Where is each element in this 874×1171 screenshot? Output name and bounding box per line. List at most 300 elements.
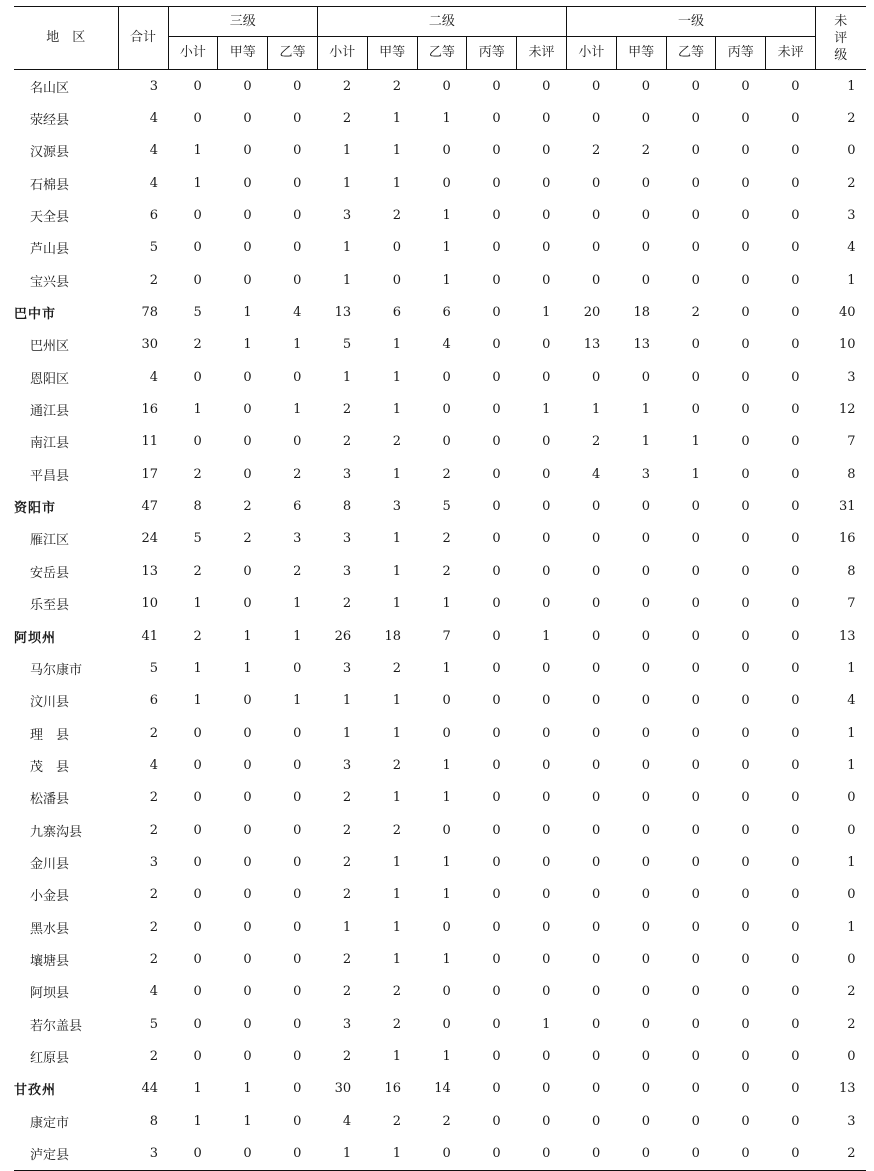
value-cell: 0	[741, 919, 750, 935]
value-cell: 0	[193, 78, 202, 94]
value-cell: 0	[193, 272, 202, 288]
value-cell: 1	[392, 402, 401, 418]
header-sub2-unrated: 未评	[517, 37, 567, 70]
value-cell: 0	[741, 272, 750, 288]
table-row	[14, 70, 866, 103]
value-cell: 1	[442, 596, 451, 612]
value-cell: 1	[442, 208, 451, 224]
value-cell: 2	[293, 466, 302, 482]
value-cell: 0	[442, 984, 451, 1000]
value-cell: 1	[392, 1146, 401, 1162]
value-cell: 13	[633, 337, 651, 353]
value-cell: 1	[442, 951, 451, 967]
value-cell: 1	[442, 757, 451, 773]
value-cell: 3	[641, 466, 651, 482]
table-row	[14, 846, 866, 878]
value-cell: 0	[542, 78, 551, 94]
value-cell: 2	[392, 822, 401, 838]
value-cell: 2	[442, 563, 451, 579]
value-cell: 0	[542, 369, 551, 385]
value-cell: 0	[691, 725, 700, 741]
unrated-cell: 3	[847, 369, 856, 385]
value-cell: 1	[392, 790, 401, 806]
value-cell: 1	[243, 628, 252, 644]
value-cell: 5	[193, 531, 202, 547]
header-sub2-grade-a: 甲等	[367, 37, 417, 70]
value-cell: 0	[791, 693, 800, 709]
value-cell: 1	[193, 1113, 202, 1129]
table-row	[14, 976, 866, 1008]
value-cell: 0	[193, 919, 202, 935]
value-cell: 0	[542, 1081, 551, 1097]
value-cell: 3	[342, 531, 352, 547]
value-cell: 0	[791, 887, 800, 903]
header-total: 合计	[118, 7, 168, 70]
value-cell: 2	[392, 984, 401, 1000]
region-name: 名山区	[30, 80, 70, 96]
value-cell: 0	[691, 531, 700, 547]
value-cell: 8	[342, 499, 352, 515]
value-cell: 1	[193, 660, 202, 676]
total-cell: 6	[149, 693, 158, 709]
unrated-cell: 13	[838, 1081, 856, 1097]
total-cell: 10	[141, 596, 158, 612]
value-cell: 0	[641, 725, 651, 741]
value-cell: 0	[492, 596, 501, 612]
value-cell: 2	[193, 337, 202, 353]
value-cell: 0	[791, 175, 800, 191]
region-name: 松潘县	[30, 792, 70, 808]
table-row	[14, 555, 866, 587]
value-cell: 2	[342, 596, 352, 612]
value-cell: 0	[193, 854, 202, 870]
header-region: 地 区	[14, 7, 118, 70]
value-cell: 0	[591, 208, 601, 224]
value-cell: 0	[691, 402, 700, 418]
region-name: 巴州区	[30, 339, 70, 355]
value-cell: 0	[392, 240, 401, 256]
value-cell: 0	[293, 175, 302, 191]
value-cell: 0	[243, 693, 252, 709]
value-cell: 0	[591, 563, 601, 579]
total-cell: 24	[141, 531, 158, 547]
value-cell: 0	[492, 660, 501, 676]
unrated-cell: 2	[847, 1146, 856, 1162]
unrated-cell: 7	[847, 596, 856, 612]
region-name: 天全县	[30, 210, 70, 226]
value-cell: 2	[392, 1113, 401, 1129]
total-cell: 6	[149, 208, 158, 224]
value-cell: 0	[591, 369, 601, 385]
value-cell: 2	[392, 434, 401, 450]
header-level1: 一级	[566, 7, 815, 37]
table-row	[14, 1137, 866, 1170]
total-cell: 2	[149, 951, 158, 967]
value-cell: 0	[293, 1048, 302, 1064]
value-cell: 0	[741, 1081, 750, 1097]
value-cell: 0	[641, 272, 651, 288]
table-row	[14, 814, 866, 846]
total-cell: 16	[141, 402, 158, 418]
value-cell: 0	[243, 402, 252, 418]
value-cell: 0	[243, 143, 252, 159]
unrated-cell: 0	[847, 143, 856, 159]
value-cell: 1	[342, 919, 352, 935]
value-cell: 0	[442, 143, 451, 159]
unrated-cell: 3	[847, 208, 856, 224]
value-cell: 2	[342, 1048, 352, 1064]
value-cell: 0	[293, 143, 302, 159]
value-cell: 1	[442, 887, 451, 903]
value-cell: 1	[542, 628, 551, 644]
value-cell: 0	[492, 466, 501, 482]
value-cell: 0	[591, 1113, 601, 1129]
header-sub1-unrated: 未评	[766, 37, 816, 70]
value-cell: 0	[791, 951, 800, 967]
value-cell: 0	[641, 596, 651, 612]
value-cell: 0	[542, 175, 551, 191]
value-cell: 0	[741, 887, 750, 903]
region-name: 荥经县	[30, 113, 70, 129]
hospital-level-table	[14, 6, 866, 1171]
table-row	[14, 426, 866, 458]
table-row	[14, 393, 866, 425]
value-cell: 0	[691, 628, 700, 644]
value-cell: 0	[442, 78, 451, 94]
value-cell: 0	[641, 111, 651, 127]
value-cell: 1	[392, 1048, 401, 1064]
value-cell: 0	[741, 951, 750, 967]
value-cell: 2	[342, 78, 352, 94]
value-cell: 0	[243, 725, 252, 741]
region-name: 乐至县	[30, 598, 70, 614]
value-cell: 5	[193, 305, 202, 321]
value-cell: 0	[193, 111, 202, 127]
region-name: 阿坝州	[14, 630, 57, 646]
value-cell: 0	[741, 660, 750, 676]
value-cell: 1	[392, 143, 401, 159]
value-cell: 0	[492, 272, 501, 288]
value-cell: 0	[492, 499, 501, 515]
value-cell: 1	[392, 563, 401, 579]
value-cell: 0	[293, 111, 302, 127]
value-cell: 0	[691, 854, 700, 870]
total-cell: 78	[141, 305, 158, 321]
value-cell: 0	[243, 951, 252, 967]
unrated-cell: 1	[847, 854, 856, 870]
region-name: 壤塘县	[30, 953, 70, 969]
table-row	[14, 1040, 866, 1072]
value-cell: 1	[691, 434, 700, 450]
value-cell: 0	[641, 951, 651, 967]
value-cell: 0	[492, 725, 501, 741]
value-cell: 0	[591, 951, 601, 967]
value-cell: 0	[641, 531, 651, 547]
value-cell: 0	[741, 1016, 750, 1032]
unrated-cell: 1	[847, 272, 856, 288]
value-cell: 0	[542, 951, 551, 967]
region-name: 茂 县	[30, 759, 70, 775]
value-cell: 0	[591, 693, 601, 709]
value-cell: 0	[492, 984, 501, 1000]
value-cell: 1	[392, 531, 401, 547]
table-row-city	[14, 490, 866, 522]
value-cell: 0	[243, 434, 252, 450]
unrated-cell: 40	[838, 305, 856, 321]
value-cell: 0	[193, 1146, 202, 1162]
value-cell: 4	[293, 305, 302, 321]
region-name: 平昌县	[30, 468, 70, 484]
value-cell: 2	[342, 984, 352, 1000]
unrated-cell: 8	[847, 563, 856, 579]
table-row	[14, 264, 866, 296]
value-cell: 0	[591, 1081, 601, 1097]
value-cell: 1	[293, 402, 302, 418]
value-cell: 0	[591, 1048, 601, 1064]
value-cell: 0	[492, 822, 501, 838]
header-level3: 三级	[168, 7, 317, 37]
value-cell: 1	[641, 434, 651, 450]
total-cell: 2	[149, 725, 158, 741]
region-name: 雁江区	[30, 533, 70, 549]
table-row-city	[14, 620, 866, 652]
value-cell: 0	[641, 628, 651, 644]
value-cell: 0	[691, 660, 700, 676]
value-cell: 0	[641, 887, 651, 903]
value-cell: 0	[442, 402, 451, 418]
value-cell: 0	[243, 596, 252, 612]
value-cell: 1	[243, 1081, 252, 1097]
value-cell: 1	[392, 854, 401, 870]
value-cell: 1	[342, 272, 352, 288]
unrated-cell: 13	[838, 628, 856, 644]
table-row	[14, 782, 866, 814]
value-cell: 2	[691, 305, 700, 321]
table-row-city	[14, 296, 866, 328]
region-name: 通江县	[30, 404, 70, 420]
table-header	[14, 7, 866, 70]
value-cell: 0	[741, 78, 750, 94]
value-cell: 0	[492, 337, 501, 353]
table-row	[14, 102, 866, 134]
value-cell: 0	[741, 111, 750, 127]
total-cell: 4	[149, 111, 158, 127]
value-cell: 0	[193, 1016, 202, 1032]
value-cell: 0	[243, 790, 252, 806]
region-name: 安岳县	[30, 565, 70, 581]
value-cell: 0	[492, 790, 501, 806]
value-cell: 0	[293, 757, 302, 773]
value-cell: 0	[791, 660, 800, 676]
value-cell: 0	[791, 78, 800, 94]
unrated-cell: 2	[847, 984, 856, 1000]
value-cell: 2	[392, 1016, 401, 1032]
total-cell: 8	[149, 1113, 158, 1129]
value-cell: 0	[791, 628, 800, 644]
table-row	[14, 361, 866, 393]
value-cell: 2	[342, 887, 352, 903]
table-row	[14, 717, 866, 749]
value-cell: 0	[641, 175, 651, 191]
value-cell: 0	[691, 757, 700, 773]
value-cell: 1	[193, 693, 202, 709]
value-cell: 0	[741, 1113, 750, 1129]
value-cell: 26	[334, 628, 352, 644]
value-cell: 0	[691, 337, 700, 353]
value-cell: 2	[442, 531, 451, 547]
value-cell: 0	[542, 499, 551, 515]
value-cell: 0	[741, 305, 750, 321]
value-cell: 0	[193, 434, 202, 450]
total-cell: 47	[141, 499, 158, 515]
value-cell: 0	[641, 1048, 651, 1064]
value-cell: 1	[293, 337, 302, 353]
value-cell: 0	[243, 984, 252, 1000]
total-cell: 30	[141, 337, 158, 353]
value-cell: 0	[591, 919, 601, 935]
value-cell: 1	[542, 1016, 551, 1032]
value-cell: 0	[542, 790, 551, 806]
value-cell: 0	[641, 919, 651, 935]
header-sub2-grade-b: 乙等	[417, 37, 467, 70]
table-row-city	[14, 1073, 866, 1105]
value-cell: 0	[442, 725, 451, 741]
value-cell: 2	[591, 143, 601, 159]
value-cell: 0	[691, 596, 700, 612]
value-cell: 0	[542, 1146, 551, 1162]
value-cell: 13	[583, 337, 601, 353]
value-cell: 0	[492, 757, 501, 773]
value-cell: 0	[741, 725, 750, 741]
value-cell: 1	[193, 596, 202, 612]
total-cell: 44	[141, 1081, 158, 1097]
value-cell: 0	[691, 369, 700, 385]
value-cell: 0	[741, 1048, 750, 1064]
value-cell: 0	[293, 951, 302, 967]
value-cell: 3	[392, 499, 401, 515]
table-row	[14, 199, 866, 231]
value-cell: 0	[193, 1048, 202, 1064]
value-cell: 0	[492, 208, 501, 224]
value-cell: 0	[691, 1081, 700, 1097]
value-cell: 4	[442, 337, 451, 353]
value-cell: 0	[641, 1016, 651, 1032]
value-cell: 0	[492, 1081, 501, 1097]
value-cell: 0	[243, 111, 252, 127]
region-name: 黑水县	[30, 921, 70, 937]
header-sub2-subtotal: 小计	[317, 37, 367, 70]
value-cell: 0	[691, 563, 700, 579]
value-cell: 0	[741, 790, 750, 806]
region-name: 汶川县	[30, 695, 70, 711]
table-row	[14, 911, 866, 943]
value-cell: 0	[691, 951, 700, 967]
value-cell: 0	[591, 887, 601, 903]
value-cell: 0	[741, 466, 750, 482]
value-cell: 1	[243, 337, 252, 353]
value-cell: 0	[591, 1146, 601, 1162]
value-cell: 0	[492, 1016, 501, 1032]
unrated-cell: 1	[847, 660, 856, 676]
value-cell: 0	[492, 887, 501, 903]
value-cell: 30	[334, 1081, 352, 1097]
value-cell: 0	[243, 466, 252, 482]
total-cell: 4	[149, 369, 158, 385]
value-cell: 0	[591, 272, 601, 288]
value-cell: 2	[243, 531, 252, 547]
value-cell: 0	[591, 984, 601, 1000]
value-cell: 0	[691, 822, 700, 838]
value-cell: 0	[691, 143, 700, 159]
value-cell: 0	[741, 208, 750, 224]
value-cell: 0	[542, 531, 551, 547]
value-cell: 0	[691, 790, 700, 806]
value-cell: 0	[492, 434, 501, 450]
total-cell: 17	[141, 466, 158, 482]
value-cell: 0	[791, 208, 800, 224]
header-sub1-subtotal: 小计	[566, 37, 616, 70]
value-cell: 2	[641, 143, 651, 159]
value-cell: 0	[641, 854, 651, 870]
unrated-cell: 0	[847, 951, 856, 967]
value-cell: 0	[492, 78, 501, 94]
value-cell: 16	[384, 1081, 401, 1097]
value-cell: 0	[193, 822, 202, 838]
value-cell: 0	[542, 337, 551, 353]
value-cell: 0	[791, 337, 800, 353]
value-cell: 2	[342, 111, 352, 127]
unrated-cell: 0	[847, 790, 856, 806]
table-row	[14, 523, 866, 555]
value-cell: 2	[342, 402, 352, 418]
total-cell: 4	[149, 757, 158, 773]
value-cell: 0	[442, 369, 451, 385]
value-cell: 1	[392, 693, 401, 709]
value-cell: 0	[741, 434, 750, 450]
value-cell: 0	[591, 822, 601, 838]
value-cell: 0	[243, 854, 252, 870]
value-cell: 4	[591, 466, 601, 482]
table-row	[14, 232, 866, 264]
value-cell: 0	[641, 369, 651, 385]
value-cell: 3	[342, 1016, 352, 1032]
value-cell: 2	[193, 628, 202, 644]
region-name: 资阳市	[14, 501, 57, 517]
value-cell: 0	[492, 402, 501, 418]
value-cell: 2	[243, 499, 252, 515]
value-cell: 1	[243, 660, 252, 676]
value-cell: 0	[193, 757, 202, 773]
value-cell: 0	[542, 725, 551, 741]
value-cell: 0	[791, 854, 800, 870]
value-cell: 0	[392, 272, 401, 288]
value-cell: 0	[641, 757, 651, 773]
value-cell: 1	[342, 175, 352, 191]
value-cell: 0	[193, 790, 202, 806]
value-cell: 1	[392, 369, 401, 385]
value-cell: 0	[293, 984, 302, 1000]
value-cell: 1	[342, 143, 352, 159]
value-cell: 0	[243, 822, 252, 838]
table-row	[14, 749, 866, 781]
value-cell: 14	[434, 1081, 451, 1097]
value-cell: 0	[641, 78, 651, 94]
unrated-cell: 0	[847, 887, 856, 903]
table-row	[14, 1105, 866, 1137]
table-row	[14, 167, 866, 199]
value-cell: 0	[243, 78, 252, 94]
value-cell: 0	[591, 628, 601, 644]
